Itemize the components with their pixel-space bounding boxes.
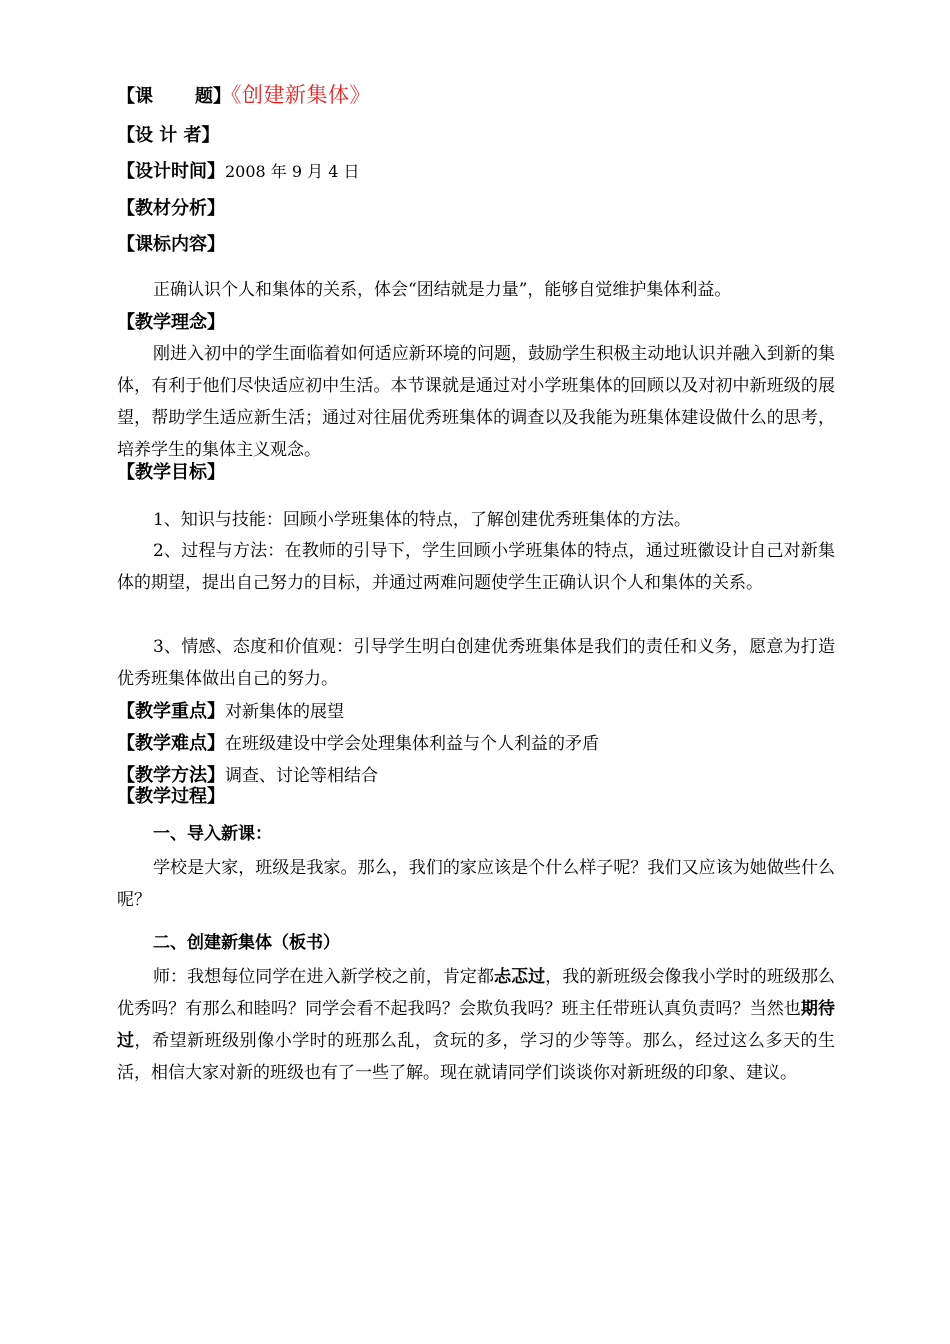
goal-item: 1、知识与技能：回顾小学班集体的特点，了解创建优秀班集体的方法。 [153, 510, 691, 530]
difficulty-value: 在班级建设中学会处理集体利益与个人利益的矛盾 [225, 734, 599, 754]
subject-label-end: 题】 [195, 86, 231, 107]
material-analysis-label: 【教材分析】 [117, 198, 225, 219]
section-one-title: 一、导入新课： [153, 824, 272, 844]
difficulty-label: 【教学难点】 [117, 733, 225, 754]
section-two-part: 师：我想每位同学在进入新学校之前，肯定都 [153, 967, 495, 987]
section-two-part: ，希望新班级别像小学时的班那么乱，贪玩的多，学习的少等等。那么，经过这么多天的生活，相信大家对新的班级也有了一些了解。现在就请同学们谈谈你对新班级的印象、建议。 [117, 1031, 836, 1083]
subject-row [117, 84, 371, 108]
key-point-label: 【教学重点】 [117, 701, 225, 722]
emphasis-expected: 期待过 [117, 999, 836, 1051]
teaching-process-label: 【教学过程】 [117, 786, 225, 807]
difficulty-row [117, 732, 599, 756]
curriculum-standard-text: 正确认识个人和集体的关系，体会“团结就是力量”，能够自觉维护集体利益。 [153, 280, 732, 300]
section-one-text: 学校是大家，班级是我家。那么，我们的家应该是个什么样子呢？我们又应该为她做些什么呢？ [117, 858, 835, 910]
method-value: 调查、讨论等相结合 [225, 766, 378, 786]
teaching-philosophy-text: 刚进入初中的学生面临着如何适应新环境的问题，鼓励学生积极主动地认识并融入到新的集体，有利于他们尽快适应初中生活。本节课就是通过对小学班集体的回顾以及对初中新班级的展望，帮助学生适应新生活；通过对往届优秀班集体的调查以及我能为班集体建设做什么的思考，培养学生的集体主义观念。 [117, 344, 835, 460]
designer-label: 【设 计 者】 [117, 125, 220, 146]
emphasis-worried: 忐忑过 [494, 967, 546, 987]
section-two-part: ，我的新班级会像我小学时的班级那么优秀吗？有那么和睦吗？同学会看不起我吗？会欺负我吗？班主任带班认真负责吗？当然也 [117, 967, 836, 1019]
lesson-title: 《创建新集体》 [231, 83, 371, 107]
section-two-title: 二、创建新集体（板书） [153, 933, 340, 953]
teaching-goals-label: 【教学目标】 [117, 462, 225, 483]
design-time-value: 2008 年 9 月 4 日 [225, 162, 360, 181]
design-time-row [117, 160, 360, 184]
teaching-philosophy-label: 【教学理念】 [117, 312, 225, 333]
subject-label-start: 【课 [117, 86, 153, 107]
design-time-label: 【设计时间】 [117, 161, 225, 182]
method-label: 【教学方法】 [117, 765, 225, 786]
section-two-text [117, 961, 835, 1089]
key-point-row [117, 700, 344, 724]
goal-item: 2、过程与方法：在教师的引导下，学生回顾小学班集体的特点，通过班徽设计自己对新集体的期望，提出自己努力的目标，并通过两难问题使学生正确认识个人和集体的关系。 [117, 541, 835, 593]
goal-item: 3、情感、态度和价值观：引导学生明白创建优秀班集体是我们的责任和义务，愿意为打造优秀班集体做出自己的努力。 [117, 637, 835, 689]
key-point-value: 对新集体的展望 [225, 702, 344, 722]
curriculum-standard-label: 【课标内容】 [117, 234, 225, 255]
